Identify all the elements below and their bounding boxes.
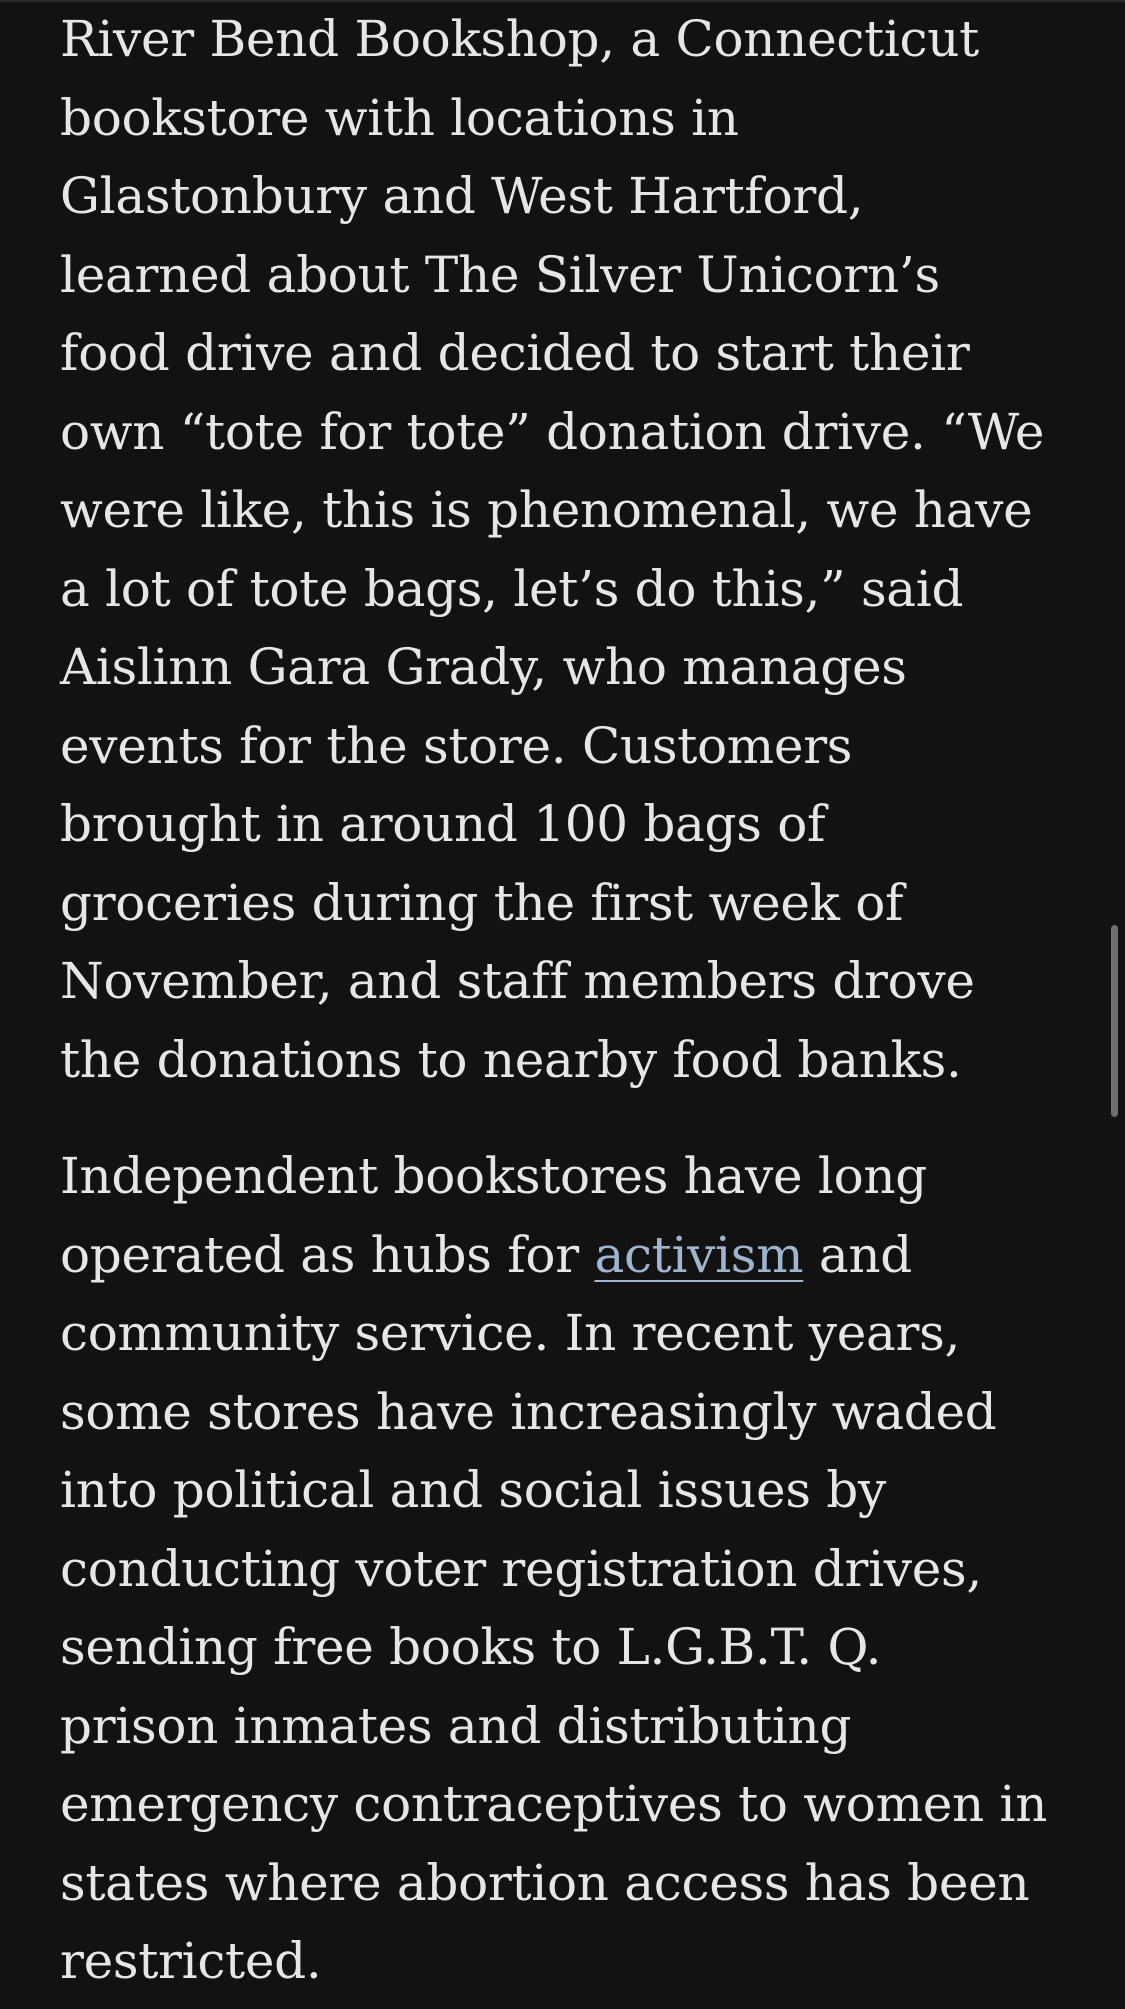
text-line: the donations to nearby food banks.	[60, 1030, 962, 1089]
text-line: emergency contraceptives to women in	[60, 1775, 1048, 1833]
text-line: community service. In recent years,	[60, 1304, 961, 1362]
text-line: conducting voter registration drives,	[60, 1539, 982, 1598]
activism-link[interactable]: activism	[594, 1225, 804, 1284]
article-body	[60, 0, 1070, 2001]
text-line: states where abortion access has been	[60, 1853, 1030, 1912]
text-line: groceries during the first week of	[60, 873, 904, 932]
text-line: some stores have increasingly waded	[60, 1382, 997, 1441]
text-segment: operated as hubs for	[60, 1225, 595, 1284]
paragraph-independent-bookstores	[60, 1137, 1070, 2001]
text-line: into political and social issues by	[60, 1461, 886, 1519]
text-line: River Bend Bookshop, a Connecticut	[60, 10, 979, 68]
text-line: prison inmates and distributing	[60, 1696, 852, 1755]
text-segment: and	[803, 1225, 912, 1284]
text-line: sending free books to L.G.B.T. Q.	[60, 1618, 882, 1676]
scrollbar-thumb[interactable]	[1111, 925, 1118, 1117]
text-line: restricted.	[60, 1932, 322, 1990]
text-line: learned about The Silver Unicorn’s	[60, 245, 940, 304]
text-line: brought in around 100 bags of	[60, 795, 826, 853]
text-line: Glastonbury and West Hartford,	[60, 167, 864, 225]
paragraph-river-bend	[60, 0, 1070, 1099]
text-line: Aislinn Gara Grady, who manages	[60, 638, 907, 696]
text-line-with-link	[60, 1216, 1070, 1295]
text-line: food drive and decided to start their	[60, 324, 970, 382]
text-line: were like, this is phenomenal, we have	[60, 481, 1033, 539]
text-line: own “tote for tote” donation drive. “We	[60, 402, 1045, 461]
text-line: a lot of tote bags, let’s do this,” said	[60, 559, 964, 618]
text-line: Independent bookstores have long	[60, 1147, 927, 1205]
text-line: November, and staff members drove	[60, 952, 975, 1010]
text-line: bookstore with locations in	[60, 88, 739, 147]
text-line: events for the store. Customers	[60, 716, 853, 775]
